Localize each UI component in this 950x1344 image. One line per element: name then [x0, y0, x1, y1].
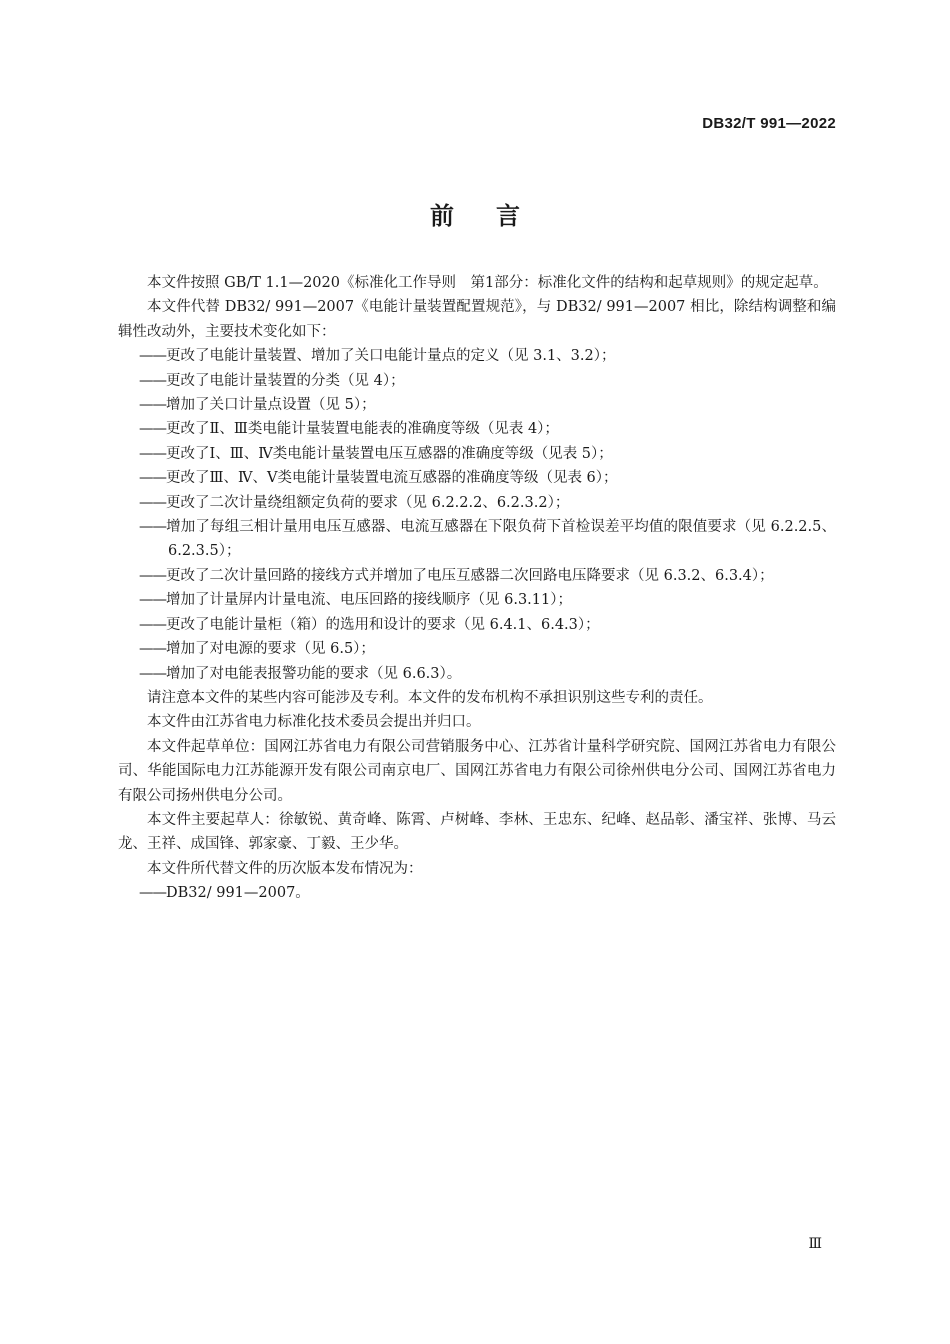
version-history-list: [118, 881, 836, 905]
list-item: ——更改了二次计量绕组额定负荷的要求（见 6.2.2.2、6.2.3.2）；: [139, 494, 570, 511]
dash-marker: ——: [139, 592, 166, 609]
standard-code: DB32/T 991—2022: [702, 115, 836, 132]
list-item: ——更改了Ⅱ、Ⅲ类电能计量装置电能表的准确度等级（见表 4）；: [139, 421, 559, 438]
list-item: ——更改了电能计量柜（箱）的选用和设计的要求（见 6.4.1、6.4.3）；: [139, 616, 600, 633]
paragraph-drafters: 本文件主要起草人：徐敏锐、黄奇峰、陈霄、卢树峰、李林、王忠东、纪峰、赵品彰、潘宝祥、张博、马云龙、王祥、成国锋、郭家豪、丁毅、王少华。: [118, 811, 836, 853]
list-item: ——增加了关口计量点设置（见 5）；: [139, 397, 376, 414]
technical-changes-list: [118, 344, 836, 686]
list-item: ——更改了Ⅲ、Ⅳ、Ⅴ类电能计量装置电流互感器的准确度等级（见表 6）；: [139, 470, 618, 487]
page-number: Ⅲ: [808, 1236, 822, 1252]
paragraph-drafting-basis: 本文件按照 GB/T 1.1—2020《标准化工作导则 第1部分：标准化文件的结构和起草规则》的规定起草。: [147, 275, 828, 291]
list-item: ——更改了二次计量回路的接线方式并增加了电压互感器二次回路电压降要求（见 6.3.2、6.3.4）；: [139, 567, 774, 584]
dash-marker: ——: [139, 665, 166, 682]
paragraph-proposer: 本文件由江苏省电力标准化技术委员会提出并归口。: [147, 714, 481, 731]
list-item: ——增加了每组三相计量用电压互感器、电流互感器在下限负荷下首检误差平均值的限值要求（见 6.2.2.5、6.2.3.5）；: [139, 519, 836, 560]
dash-marker: ——: [139, 445, 166, 462]
dash-marker: ——: [139, 372, 166, 389]
dash-marker: ——: [139, 885, 166, 902]
dash-marker: ——: [139, 348, 166, 365]
dash-marker: ——: [139, 641, 166, 658]
list-item: ——增加了对电能表报警功能的要求（见 6.6.3）。: [139, 665, 462, 682]
dash-marker: ——: [139, 470, 166, 487]
list-item: ——更改了电能计量装置、增加了关口电能计量点的定义（见 3.1、3.2）；: [139, 348, 616, 365]
list-item: ——更改了电能计量装置的分类（见 4）；: [139, 372, 405, 389]
list-item: ——DB32/ 991—2007。: [139, 885, 310, 902]
dash-marker: ——: [139, 397, 166, 414]
dash-marker: ——: [139, 421, 166, 438]
dash-marker: ——: [139, 494, 166, 511]
paragraph-replacement-note: 本文件代替 DB32/ 991—2007《电能计量装置配置规范》，与 DB32/ 991—2007 相比，除结构调整和编辑性改动外，主要技术变化如下：: [118, 299, 836, 340]
dash-marker: ——: [139, 567, 166, 584]
list-item: ——更改了Ⅰ、Ⅲ、Ⅳ类电能计量装置电压互感器的准确度等级（见表 5）；: [139, 445, 613, 462]
dash-marker: ——: [139, 616, 166, 633]
list-item: ——增加了对电源的要求（见 6.5）；: [139, 641, 375, 658]
paragraph-drafting-units: 本文件起草单位：国网江苏省电力有限公司营销服务中心、江苏省计量科学研究院、国网江苏省电力有限公司、华能国际电力江苏能源开发有限公司南京电厂、国网江苏省电力有限公司徐州供电分公司、国网江苏省电力有限公司扬州供电分公司。: [118, 738, 836, 804]
dash-marker: ——: [139, 519, 166, 536]
list-item: ——增加了计量屏内计量电流、电压回路的接线顺序（见 6.3.11）；: [139, 592, 572, 609]
page-title: 前言: [430, 202, 562, 230]
paragraph-patent-notice: 请注意本文件的某些内容可能涉及专利。本文件的发布机构不承担识别这些专利的责任。: [147, 689, 713, 706]
paragraph-history-intro: 本文件所代替文件的历次版本发布情况为：: [147, 860, 423, 877]
document-body: [118, 271, 836, 906]
